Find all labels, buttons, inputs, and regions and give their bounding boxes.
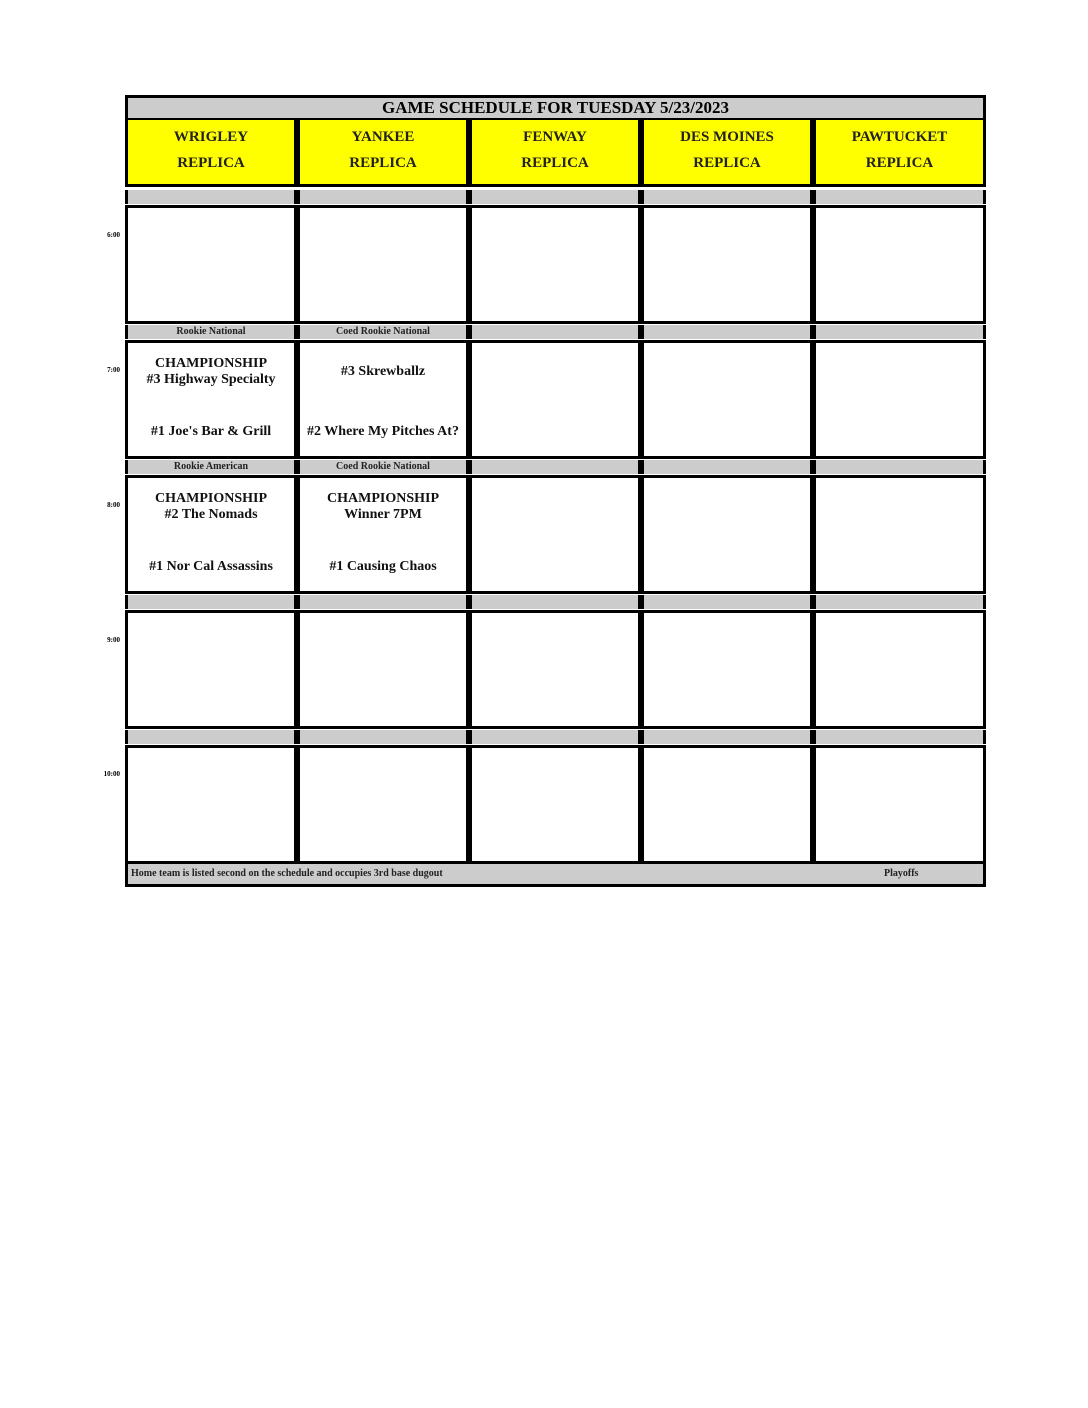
field-header [641,120,813,187]
division-row [125,325,986,339]
division-cell [297,595,469,609]
field-name: PAWTUCKET [851,129,948,145]
division-cell [469,595,641,609]
division-cell [641,190,813,204]
division-cell: Coed Rookie National [297,460,469,474]
home-team: #1 Joe's Bar & Grill [150,424,272,439]
division-cell [125,730,297,744]
away-team: #3 Highway Specialty [146,372,276,387]
game-cell [813,610,986,729]
game-cell [641,205,813,324]
game-cell [125,745,297,864]
time-label-7: 7:00 [107,366,120,374]
field-sub: REPLICA [693,155,761,171]
division-cell [297,730,469,744]
schedule-footer [125,862,986,887]
time-slot-row [125,745,986,863]
game-label: CHAMPIONSHIP [327,491,439,506]
game-label: CHAMPIONSHIP [155,491,267,506]
time-label-9: 9:00 [107,636,120,644]
division-cell: Rookie National [125,325,297,339]
division-cell [813,190,986,204]
field-sub: REPLICA [521,155,589,171]
field-header [813,120,986,187]
division-row [125,595,986,609]
game-cell [469,205,641,324]
field-name: WRIGLEY [173,129,249,145]
field-header-row [125,120,986,188]
game-cell [297,610,469,729]
field-header [469,120,641,187]
division-cell [641,595,813,609]
footer-note: Home team is listed second on the schedule and occupies 3rd base dugout [131,868,443,879]
game-cell [641,340,813,459]
game-cell [813,745,986,864]
away-team: #2 The Nomads [164,507,258,522]
division-cell [813,325,986,339]
division-cell [297,190,469,204]
division-cell [125,190,297,204]
division-cell [641,460,813,474]
field-name: DES MOINES [680,129,774,145]
game-cell [125,205,297,324]
game-cell [813,340,986,459]
time-label-8: 8:00 [107,501,120,509]
game-cell [297,205,469,324]
division-cell [813,595,986,609]
division-row [125,460,986,474]
home-team: #1 Causing Chaos [329,559,437,574]
game-cell [641,475,813,594]
division-row [125,730,986,744]
time-slot-row [125,610,986,728]
game-cell [469,610,641,729]
game-cell [125,475,297,594]
away-team: Winner 7PM [344,507,422,522]
time-label-6: 6:00 [107,231,120,239]
game-cell [469,475,641,594]
game-cell [641,745,813,864]
field-header [297,120,469,187]
game-cell [125,340,297,459]
time-slot-row [125,475,986,593]
game-cell [297,475,469,594]
game-cell [297,745,469,864]
field-sub: REPLICA [349,155,417,171]
away-team: #3 Skrewballz [340,364,426,379]
game-cell [297,340,469,459]
home-team: #1 Nor Cal Assassins [149,559,273,574]
game-cell [469,745,641,864]
division-row [125,190,986,204]
division-cell [813,460,986,474]
home-team: #2 Where My Pitches At? [307,424,459,439]
division-cell [125,595,297,609]
division-cell [641,730,813,744]
footer-tag: Playoffs [884,868,919,879]
field-name: YANKEE [351,129,415,145]
division-cell [469,460,641,474]
schedule-title: GAME SCHEDULE FOR TUESDAY 5/23/2023 [125,95,986,120]
division-cell [813,730,986,744]
game-cell [641,610,813,729]
game-cell [469,340,641,459]
field-sub: REPLICA [865,155,934,171]
time-slot-row [125,205,986,323]
game-cell [813,475,986,594]
time-slot-row [125,340,986,458]
division-cell: Rookie American [125,460,297,474]
division-cell [641,325,813,339]
game-cell [813,205,986,324]
division-cell [469,325,641,339]
field-header [125,120,297,187]
division-cell [469,730,641,744]
field-name: FENWAY [523,129,587,145]
division-cell: Coed Rookie National [297,325,469,339]
division-cell [469,190,641,204]
time-label-10: 10:00 [103,770,120,778]
field-sub: REPLICA [177,155,245,171]
game-cell [125,610,297,729]
game-label: CHAMPIONSHIP [155,356,267,371]
